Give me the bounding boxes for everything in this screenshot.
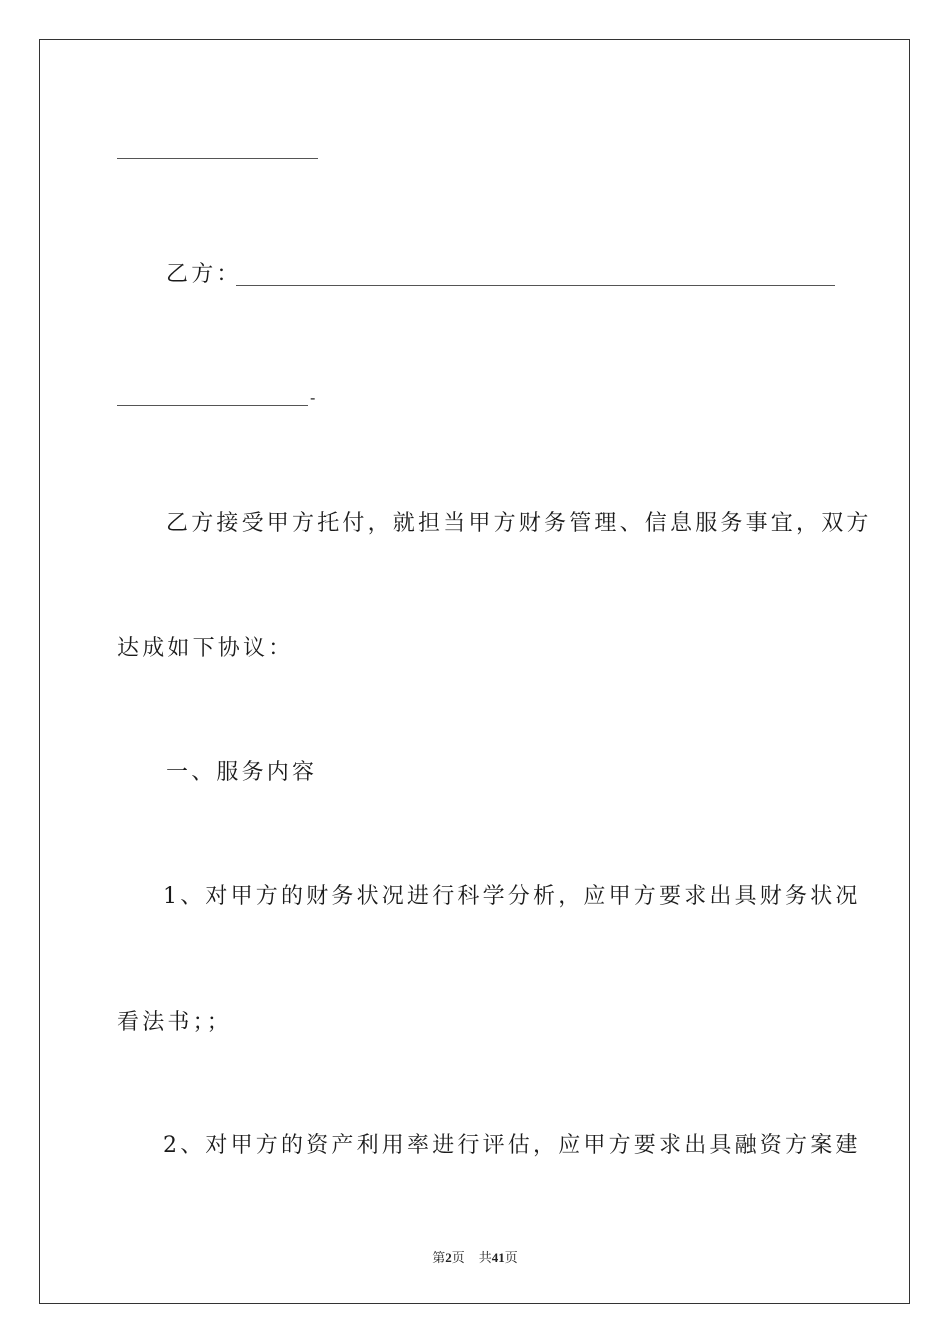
- total-pages: 41: [491, 1250, 505, 1265]
- party-b-blank-line: [236, 285, 835, 286]
- total-suffix: 页: [504, 1250, 518, 1265]
- party-b-blank-line-continued: [117, 405, 308, 406]
- list-item-line: 看法书；；: [117, 1010, 233, 1035]
- party-b-label: 乙方：: [166, 262, 242, 287]
- list-item-line: 1、对甲方的财务状况进行科学分析，应甲方要求出具财务状况: [163, 884, 861, 909]
- page-counter: [0, 1247, 950, 1266]
- page-border: [39, 39, 910, 1304]
- list-item-line: 2、对甲方的资产利用率进行评估，应甲方要求出具融资方案建: [163, 1133, 861, 1158]
- page-suffix: 页: [451, 1250, 465, 1265]
- section-heading: 一、服务内容: [166, 760, 318, 785]
- page-number: 2: [445, 1250, 452, 1265]
- trailing-dash: -: [310, 388, 316, 407]
- paragraph-line: 乙方接受甲方托付，就担当甲方财务管理、信息服务事宜，双方: [166, 511, 872, 536]
- page-prefix: 第: [432, 1250, 446, 1265]
- paragraph-line: 达成如下协议：: [117, 636, 294, 661]
- fill-in-blank-line: [117, 158, 318, 159]
- total-prefix: 共: [478, 1250, 492, 1265]
